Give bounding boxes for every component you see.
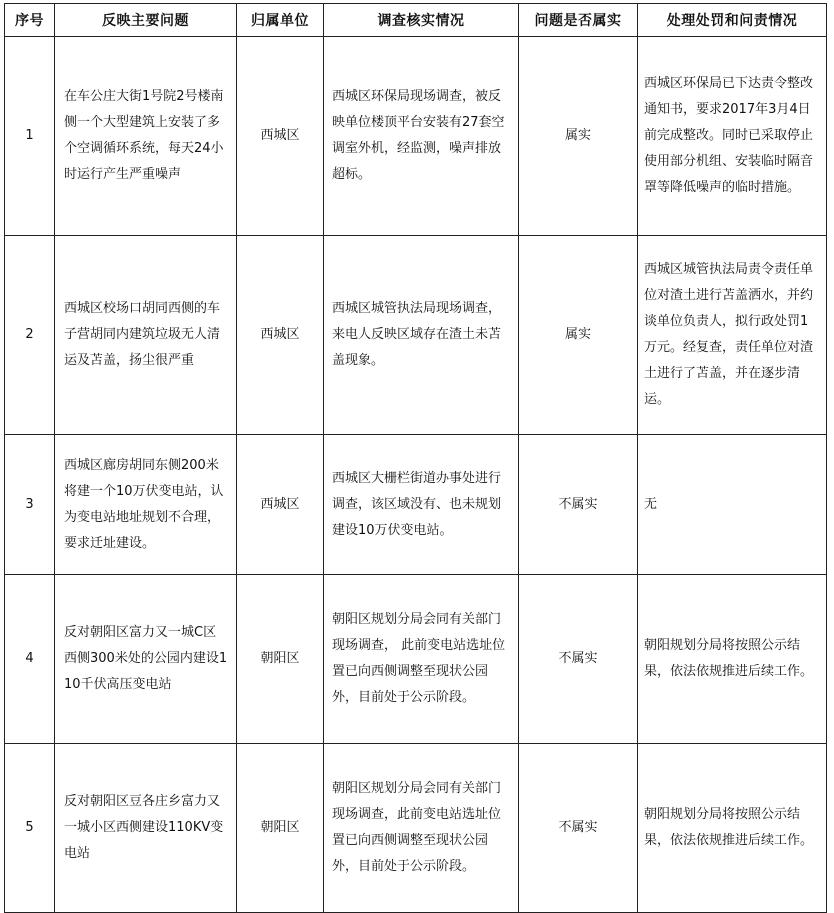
header-verified: 问题是否属实 <box>519 4 638 37</box>
cell-result: 朝阳规划分局将按照公示结果，依法依规推进后续工作。 <box>638 575 827 744</box>
cell-verified: 属实 <box>519 37 638 236</box>
cell-verified: 属实 <box>519 236 638 435</box>
cell-index: 3 <box>5 435 55 575</box>
cell-result: 西城区环保局已下达责令整改通知书，要求2017年3月4日前完成整改。同时已采取停止使用部分机组、安装临时隔音罩等降低噪声的临时措施。 <box>638 37 827 236</box>
header-result: 处理处罚和问责情况 <box>638 4 827 37</box>
header-unit: 归属单位 <box>237 4 324 37</box>
cell-investigation: 西城区大栅栏街道办事处进行调查，该区域没有、也未规划建设10万伏变电站。 <box>324 435 519 575</box>
table-row <box>5 435 827 575</box>
cell-problem: 反对朝阳区富力又一城C区西侧300米处的公园内建设110千伏高压变电站 <box>55 575 237 744</box>
cell-problem: 反对朝阳区豆各庄乡富力又一城小区西侧建设110KV变电站 <box>55 744 237 913</box>
cell-unit: 朝阳区 <box>237 744 324 913</box>
table-row <box>5 236 827 435</box>
cell-investigation: 西城区城管执法局现场调查，来电人反映区域存在渣土未苫盖现象。 <box>324 236 519 435</box>
cell-unit: 朝阳区 <box>237 575 324 744</box>
cell-index: 2 <box>5 236 55 435</box>
table-row <box>5 37 827 236</box>
cell-problem: 西城区校场口胡同西侧的车子营胡同内建筑垃圾无人清运及苫盖，扬尘很严重 <box>55 236 237 435</box>
table-row <box>5 575 827 744</box>
cell-unit: 西城区 <box>237 435 324 575</box>
table-row <box>5 744 827 913</box>
complaint-table <box>4 3 827 913</box>
cell-problem: 在车公庄大街1号院2号楼南侧一个大型建筑上安装了多个空调循环系统，每天24小时运行产生严重噪声 <box>55 37 237 236</box>
header-index: 序号 <box>5 4 55 37</box>
cell-index: 5 <box>5 744 55 913</box>
cell-investigation: 西城区环保局现场调查，被反映单位楼顶平台安装有27套空调室外机，经监测，噪声排放超标。 <box>324 37 519 236</box>
table-header-row <box>5 4 827 37</box>
cell-unit: 西城区 <box>237 37 324 236</box>
cell-investigation: 朝阳区规划分局会同有关部门现场调查，此前变电站选址位置已向西侧调整至现状公园外，目前处于公示阶段。 <box>324 744 519 913</box>
cell-investigation: 朝阳区规划分局会同有关部门现场调查， 此前变电站选址位置已向西侧调整至现状公园外，目前处于公示阶段。 <box>324 575 519 744</box>
header-investigation: 调查核实情况 <box>324 4 519 37</box>
cell-problem: 西城区廊房胡同东侧200米将建一个10万伏变电站，认为变电站地址规划不合理，要求迁址建设。 <box>55 435 237 575</box>
header-problem: 反映主要问题 <box>55 4 237 37</box>
cell-verified: 不属实 <box>519 744 638 913</box>
cell-result: 西城区城管执法局责令责任单位对渣土进行苫盖洒水，并约谈单位负责人，拟行政处罚1万元。经复查，责任单位对渣土进行了苫盖，并在逐步清运。 <box>638 236 827 435</box>
cell-result: 朝阳规划分局将按照公示结果，依法依规推进后续工作。 <box>638 744 827 913</box>
cell-unit: 西城区 <box>237 236 324 435</box>
cell-result: 无 <box>638 435 827 575</box>
cell-verified: 不属实 <box>519 435 638 575</box>
cell-index: 1 <box>5 37 55 236</box>
cell-verified: 不属实 <box>519 575 638 744</box>
cell-index: 4 <box>5 575 55 744</box>
